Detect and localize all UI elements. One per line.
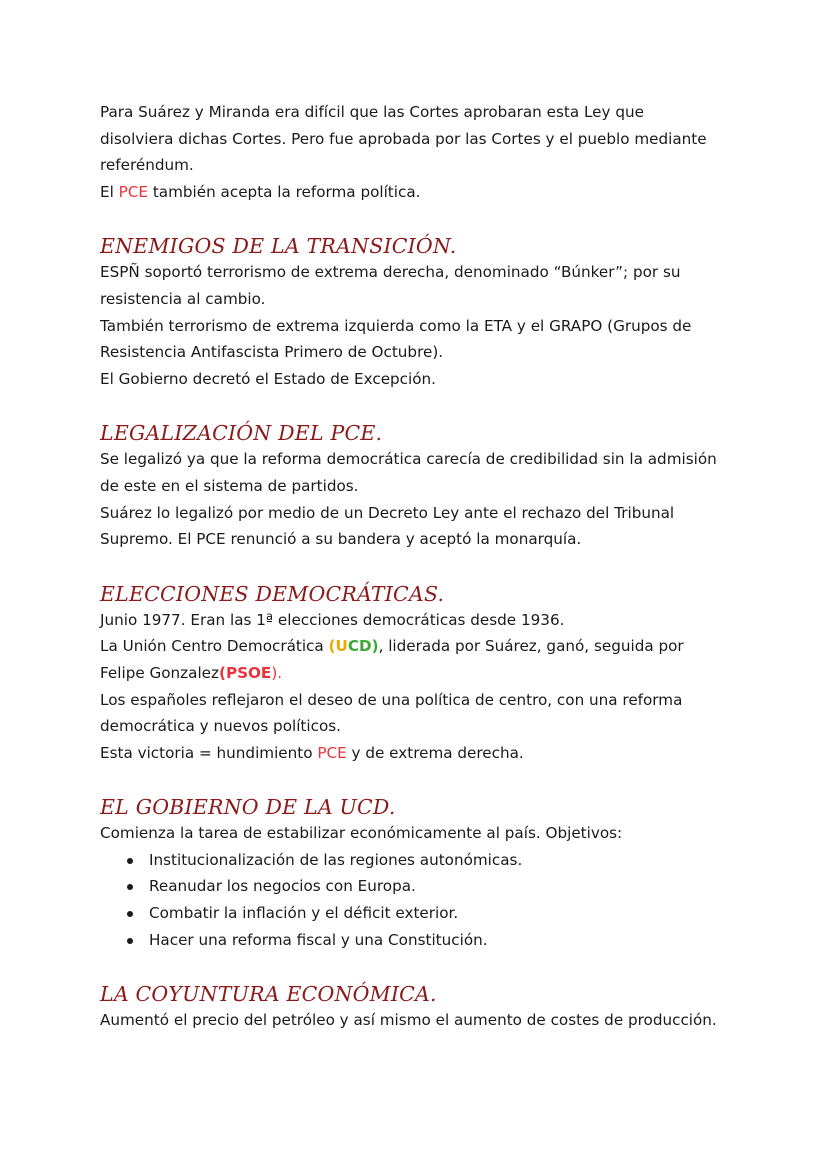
enemigos-line-1: ESPÑ soportó terrorismo de extrema derecha, denominado “Búnker”; por su <box>100 263 681 282</box>
ucd-paren-open: ( <box>328 637 336 656</box>
section-gap <box>100 205 740 233</box>
heading-elecciones: ELECCIONES DEMOCRÁTICAS. <box>100 581 445 606</box>
objectives-list <box>100 847 740 953</box>
legalizacion-line-3: Suárez lo legalizó por medio de un Decreto Ley ante el rechazo del Tribunal <box>100 503 675 522</box>
text-segment: también acepta la reforma política. <box>148 182 421 201</box>
document-content <box>100 99 740 1034</box>
heading-legalizacion: LEGALIZACIÓN DEL PCE. <box>100 421 383 446</box>
elecciones-line-4: Los españoles reflejaron el deseo de una política de centro, con una reforma <box>100 690 683 709</box>
heading-gobierno: EL GOBIERNO DE LA UCD. <box>100 795 396 820</box>
legalizacion-line-1: Se legalizó ya que la reforma democrática carecía de credibilidad sin la admisión <box>100 450 717 469</box>
ucd-letter-c: C <box>347 637 359 656</box>
list-item-text: Institucionalización de las regiones autonómicas. <box>149 850 523 869</box>
enemigos-line-3: También terrorismo de extrema izquierda como la ETA y el GRAPO (Grupos de <box>100 316 692 335</box>
text-segment: , liderada por Suárez, ganó, seguida por <box>378 637 684 656</box>
pce-highlight: PCE <box>118 182 149 201</box>
gobierno-line-1: Comienza la tarea de estabilizar económicamente al país. Objetivos: <box>100 824 623 843</box>
text-segment: y de extrema derecha. <box>346 743 524 762</box>
enemigos-line-4: Resistencia Antifascista Primero de Octubre). <box>100 343 444 362</box>
psoe-highlight: (PSOE <box>219 663 272 682</box>
elecciones-psoe-line <box>100 660 740 687</box>
list-item <box>126 900 740 927</box>
enemigos-line-5: El Gobierno decretó el Estado de Excepción. <box>100 369 436 388</box>
list-item-text: Reanudar los negocios con Europa. <box>149 877 416 896</box>
pce-highlight: PCE <box>317 743 347 762</box>
ucd-paren-close: ) <box>371 637 379 656</box>
list-item <box>126 873 740 900</box>
intro-line-3: referéndum. <box>100 156 194 175</box>
enemigos-line-2: resistencia al cambio. <box>100 289 266 308</box>
bullet-icon <box>127 884 133 890</box>
intro-line-2: disolviera dichas Cortes. Pero fue aprobada por las Cortes y el pueblo mediante <box>100 129 707 148</box>
section-gap <box>100 953 740 981</box>
ucd-letter-u: U <box>335 637 348 656</box>
text-segment: El <box>100 182 119 201</box>
ucd-letter-d: D <box>359 637 372 656</box>
heading-coyuntura: LA COYUNTURA ECONÓMICA. <box>100 982 437 1007</box>
psoe-close: ). <box>271 663 283 682</box>
bullet-icon <box>127 858 133 864</box>
legalizacion-line-2: de este en el sistema de partidos. <box>100 476 359 495</box>
section-gap <box>100 553 740 581</box>
text-segment: Esta victoria = hundimiento <box>100 743 318 762</box>
elecciones-ucd-line <box>100 633 740 660</box>
intro-line-1: Para Suárez y Miranda era difícil que las Cortes aprobaran esta Ley que <box>100 103 644 121</box>
elecciones-victoria-line <box>100 740 740 767</box>
bullet-icon <box>127 911 133 917</box>
text-segment: Felipe Gonzalez <box>100 663 220 682</box>
list-item <box>126 847 740 874</box>
list-item <box>126 927 740 954</box>
elecciones-line-5: democrática y nuevos políticos. <box>100 717 341 736</box>
elecciones-line-1: Junio 1977. Eran las 1ª elecciones democráticas desde 1936. <box>100 610 565 629</box>
coyuntura-line-1: Aumentó el precio del petróleo y así mismo el aumento de costes de producción. <box>100 1011 717 1030</box>
heading-enemigos: ENEMIGOS DE LA TRANSICIÓN. <box>100 234 457 259</box>
intro-pce-line <box>100 179 740 206</box>
text-segment: La Unión Centro Democrática <box>100 637 329 656</box>
section-gap <box>100 766 740 794</box>
legalizacion-line-4: Supremo. El PCE renunció a su bandera y aceptó la monarquía. <box>100 530 582 549</box>
bullet-icon <box>127 938 133 944</box>
section-gap <box>100 392 740 420</box>
list-item-text: Combatir la inflación y el déficit exterior. <box>149 904 459 923</box>
list-item-text: Hacer una reforma fiscal y una Constitución. <box>149 930 488 949</box>
